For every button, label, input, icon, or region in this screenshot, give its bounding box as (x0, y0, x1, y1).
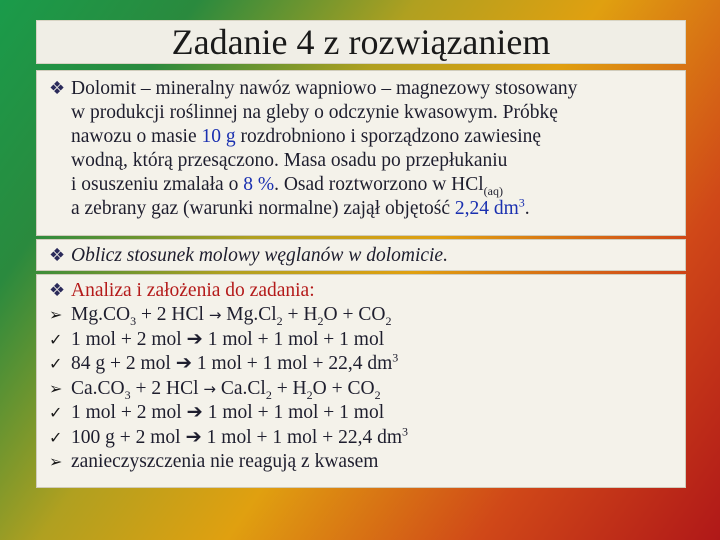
mgco3-mass-ratio: 84 g + 2 mol ➔ 1 mol + 1 mol + 22,4 $dm^3$ (71, 350, 399, 374)
task-question: Oblicz stosunek molowy węglanów w dolomicie. (71, 245, 448, 266)
check-bullet-icon: ✓ (49, 403, 63, 422)
list-item (49, 303, 675, 328)
list-item (49, 352, 675, 377)
statement-line-3: nawozu o masie 10 g rozdrobniono i sporządzono zawiesinę (71, 126, 542, 147)
impurities-note: zanieczyszczenia nie reagują z kwasem (71, 451, 379, 472)
statement-line-1: Dolomit – mineralny nawóz wapniowo – magnezowy stosowany (71, 78, 578, 99)
mgco3-mole-ratio: 1 mol + 2 mol ➔ 1 mol + 1 mol + 1 mol (71, 328, 385, 350)
list-item (49, 401, 675, 426)
arrow-bullet-icon: ➢ (49, 378, 63, 398)
statement-line-4: wodną, którą przesączono. Masa osadu po przepłukaniu (71, 150, 508, 171)
statement-line-5: i osuszeniu zmalała o 8 %. Osad roztworzono w HCl$_{(aq)}$ (71, 174, 503, 198)
arrow-bullet-icon: ➢ (49, 305, 63, 324)
sample-mass-value: 10 g (201, 126, 236, 147)
problem-statement-panel (36, 70, 686, 236)
slide-title: Zadanie 4 z rozwiązaniem (36, 20, 686, 64)
mass-loss-value: 8 % (243, 174, 275, 195)
list-item (49, 426, 675, 451)
check-bullet-icon: ✓ (49, 354, 63, 373)
analysis-panel (36, 274, 686, 488)
check-bullet-icon: ✓ (49, 329, 63, 349)
caco3-mole-ratio: 1 mol + 2 mol ➔ 1 mol + 1 mol + 1 mol (71, 402, 385, 423)
statement-line-6: a zebrany gaz (warunki normalne) zajął objętość 2,24 $dm^3$. (71, 195, 530, 219)
reaction-mgco3: $Mg.CO_3 + 2$ HCl → $Mg.Cl_2 + H_2O + CO_2$ (71, 304, 392, 328)
arrow-bullet-icon: ➢ (49, 452, 63, 471)
problem-statement (71, 77, 675, 221)
gas-volume-value: 2,24 $dm^3$ (454, 195, 525, 219)
list-item (49, 328, 675, 353)
check-bullet-icon: ✓ (49, 427, 63, 447)
list-item (49, 377, 675, 402)
caco3-mass-ratio: 100 g + 2 mol ➔ 1 mol + 1 mol + 22,4 $dm^3$ (71, 424, 409, 448)
reaction-arrow-icon: → (203, 379, 216, 398)
diamond-bullet-icon: ❖ (49, 245, 66, 266)
reaction-arrow-icon: → (208, 306, 222, 324)
analysis-header: Analiza i założenia do zadania: (71, 280, 315, 301)
list-item (49, 450, 675, 475)
diamond-bullet-icon: ❖ (49, 280, 66, 301)
diamond-bullet-icon: ❖ (49, 78, 66, 99)
statement-line-2: w produkcji roślinnej na gleby o odczynie kwasowym. Próbkę (71, 102, 558, 123)
task-question-panel (36, 239, 686, 271)
reaction-caco3: $Ca.CO_3 + 2$ HCl → $Ca.Cl_2 + H_2O + CO_2$ (71, 377, 381, 402)
